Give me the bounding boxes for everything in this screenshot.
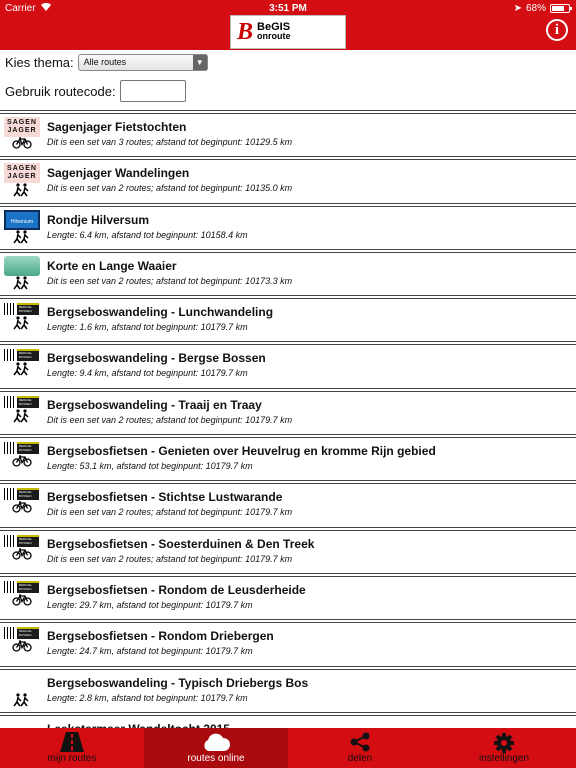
sagenjager-logo-icon: SAGEN JAGER xyxy=(4,163,40,183)
routecode-input[interactable] xyxy=(120,80,186,102)
route-thumbnail xyxy=(4,395,40,431)
route-subtitle: Lengte: 9.4 km, afstand tot beginpunt: 10179.7 km xyxy=(47,368,248,379)
route-title: Sagenjager Wandelingen xyxy=(47,166,190,181)
status-time: 3:51 PM xyxy=(269,3,307,14)
logo-text-top: BeGIS xyxy=(257,21,291,33)
route-subtitle: Dit is een set van 3 routes; afstand tot beginpunt: 10129.5 km xyxy=(47,137,293,147)
bergsebos-sign-icon: BERGSE BOSSEN xyxy=(4,487,40,501)
walkers-icon xyxy=(4,409,40,426)
route-subtitle: Lengte: 1.6 km, afstand tot beginpunt: 10179.7 km xyxy=(47,322,248,333)
road-icon xyxy=(0,732,144,752)
route-list-item[interactable] xyxy=(0,480,576,526)
gear-icon xyxy=(432,732,576,752)
waaier-thumbnail-icon xyxy=(4,256,40,276)
route-list[interactable] xyxy=(0,110,576,728)
bicycle-icon xyxy=(4,137,40,152)
info-button[interactable] xyxy=(546,19,568,41)
walkers-icon xyxy=(4,276,40,293)
route-subtitle: Lengte: 29.7 km, afstand tot beginpunt: 10179.7 km xyxy=(47,599,253,610)
tab-label: delen xyxy=(347,753,373,764)
route-list-item[interactable] xyxy=(0,249,576,295)
theme-label: Kies thema: xyxy=(5,55,74,70)
tab-instellingen[interactable] xyxy=(432,728,576,768)
route-list-item[interactable] xyxy=(0,434,576,480)
tab-mijn-routes[interactable] xyxy=(0,728,144,768)
route-thumbnail xyxy=(4,117,40,153)
route-subtitle: Lengte: 24.7 km, afstand tot beginpunt: 10179.7 km xyxy=(47,646,253,657)
route-subtitle: Dit is een set van 2 routes; afstand tot beginpunt: 10135.0 km xyxy=(47,183,293,194)
share-icon xyxy=(288,732,432,752)
app-header xyxy=(0,0,576,50)
route-list-item[interactable] xyxy=(0,388,576,434)
route-thumbnail xyxy=(4,302,40,338)
route-subtitle: Dit is een set van 2 routes; afstand tot beginpunt: 10179.7 km xyxy=(47,553,293,564)
route-thumbnail xyxy=(4,487,40,523)
route-thumbnail xyxy=(4,673,40,709)
theme-row xyxy=(5,54,208,71)
walkers-icon xyxy=(4,316,40,333)
bicycle-icon xyxy=(4,501,40,516)
route-subtitle: Dit is een set van 2 routes; afstand tot beginpunt: 10179.7 km xyxy=(47,414,293,425)
route-title: Bergseboswandeling - Bergse Bossen xyxy=(47,351,266,366)
info-icon: i xyxy=(554,22,560,38)
app-logo xyxy=(230,15,346,49)
route-subtitle: Dit is een set van 2 routes; afstand tot beginpunt: 10179.7 km xyxy=(47,507,293,518)
route-subtitle: Lengte: 2.8 km, afstand tot beginpunt: 10179.7 km xyxy=(47,692,248,703)
route-subtitle: Lengte: 6.4 km, afstand tot beginpunt: 10158.4 km xyxy=(47,229,248,240)
sagenjager-logo-icon: SAGEN JAGER xyxy=(4,117,40,137)
route-thumbnail xyxy=(4,210,40,246)
tab-delen[interactable] xyxy=(288,728,432,768)
route-list-item[interactable] xyxy=(0,527,576,573)
walkers-icon xyxy=(4,183,40,200)
walkers-icon xyxy=(4,362,40,379)
cloud-icon xyxy=(144,732,288,752)
tab-label: routes online xyxy=(187,753,245,764)
dropdown-arrow-icon: ▼ xyxy=(193,55,207,70)
bergsebos-sign-icon: BERGSE BOSSEN xyxy=(4,626,40,640)
logo-mark: B xyxy=(237,18,254,45)
route-title: Bergseboswandeling - Typisch Driebergs Bos xyxy=(47,675,309,690)
route-list-item[interactable] xyxy=(0,156,576,202)
routecode-label: Gebruik routecode: xyxy=(5,83,116,99)
bergsebos-sign-icon: BERGSE BOSSEN xyxy=(4,395,40,409)
bicycle-icon xyxy=(4,455,40,470)
hilversum-thumbnail-icon: Hilversum xyxy=(4,210,40,230)
bicycle-icon xyxy=(4,548,40,563)
route-title: Rondje Hilversum xyxy=(47,212,150,227)
tab-label: mijn routes xyxy=(47,753,97,764)
route-list-item[interactable] xyxy=(0,295,576,341)
route-title: Bergsebosfietsen - Stichtse Lustwarande xyxy=(47,490,283,505)
bergsebos-sign-icon: BERGSE BOSSEN xyxy=(4,348,40,362)
theme-select-value: Alle routes xyxy=(83,57,127,67)
walkers-icon xyxy=(4,230,40,247)
battery-percent: 68% xyxy=(525,3,546,14)
bicycle-icon xyxy=(4,594,40,609)
bicycle-icon xyxy=(4,640,40,655)
route-thumbnail xyxy=(4,256,40,292)
route-list-item[interactable] xyxy=(0,341,576,387)
bergsebos-sign-icon: BERGSE BOSSEN xyxy=(4,534,40,548)
route-thumbnail xyxy=(4,626,40,662)
tab-routes-online[interactable] xyxy=(144,728,288,768)
carrier-label: Carrier xyxy=(5,3,36,14)
route-title: Bergsebosfietsen - Genieten over Heuvelrug en kromme Rijn gebied xyxy=(47,444,436,459)
route-title: Bergseboswandeling - Lunchwandeling xyxy=(47,305,274,320)
route-subtitle: Lengte: 53.1 km, afstand tot beginpunt: 10179.7 km xyxy=(47,461,253,472)
route-thumbnail xyxy=(4,441,40,477)
bergsebos-sign-icon: BERGSE BOSSEN xyxy=(4,580,40,594)
route-thumbnail xyxy=(4,163,40,199)
bergsebos-sign-icon: BERGSE BOSSEN xyxy=(4,302,40,316)
route-list-item[interactable] xyxy=(0,110,576,156)
route-list-item[interactable] xyxy=(0,203,576,249)
tab-label: instellingen xyxy=(478,753,530,764)
route-title: Sagenjager Fietstochten xyxy=(47,120,187,134)
route-title: Bergseboswandeling - Traaij en Traay xyxy=(47,397,262,412)
route-thumbnail xyxy=(4,348,40,384)
route-thumbnail xyxy=(4,534,40,570)
routecode-row xyxy=(5,80,186,102)
bergsebos-sign-icon: BERGSE BOSSEN xyxy=(4,441,40,455)
route-list-item[interactable] xyxy=(0,573,576,619)
battery-icon xyxy=(550,4,570,13)
route-title: Korte en Lange Waaier xyxy=(47,258,177,273)
route-title: Bergsebosfietsen - Rondom de Leusderheide xyxy=(47,582,306,597)
route-title: Bergsebosfietsen - Rondom Driebergen xyxy=(47,629,274,644)
tab-bar xyxy=(0,728,576,768)
route-thumbnail xyxy=(4,580,40,616)
route-list-item[interactable] xyxy=(0,619,576,665)
walkers-icon xyxy=(4,693,40,710)
route-list-item[interactable] xyxy=(0,666,576,712)
logo-text-bottom: onroute xyxy=(257,31,291,41)
route-subtitle: Dit is een set van 2 routes; afstand tot beginpunt: 10173.3 km xyxy=(47,275,293,286)
theme-select[interactable] xyxy=(78,54,208,71)
route-title: Bergsebosfietsen - Soesterduinen & Den Treek xyxy=(47,536,315,551)
location-arrow-icon: ➤ xyxy=(513,3,522,14)
